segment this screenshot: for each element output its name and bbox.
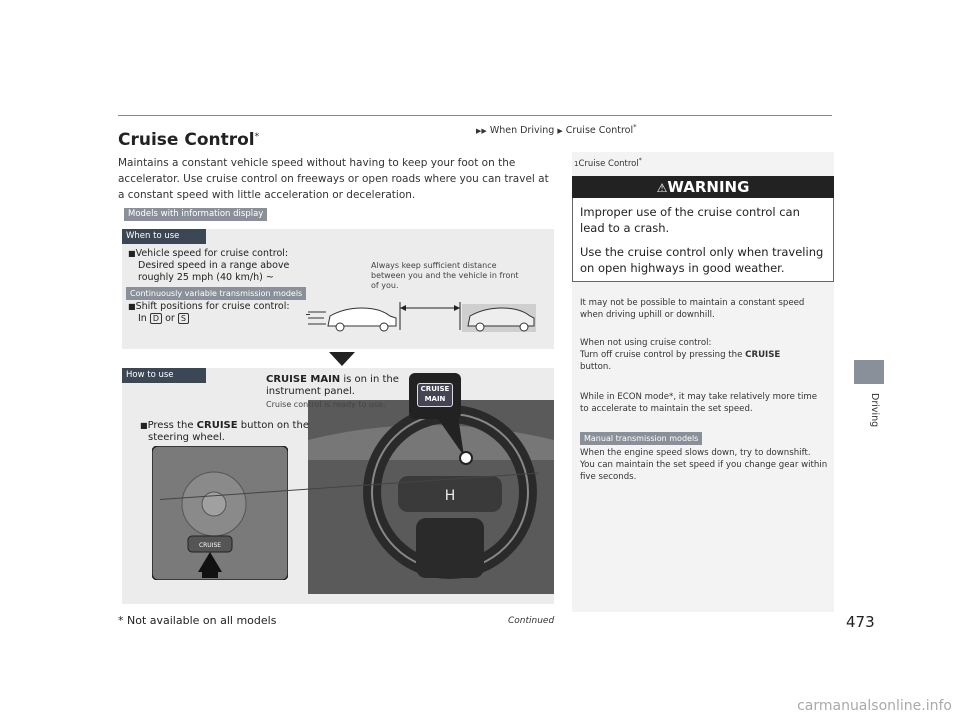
breadcrumb-arrow-icon: ▶▶	[476, 127, 487, 136]
sidebar-driving-label[interactable]: Driving	[869, 393, 880, 428]
breadcrumb-when-driving[interactable]: When Driving	[489, 125, 555, 137]
title-star: *	[254, 132, 260, 142]
bullet-square-icon: ■	[128, 302, 136, 311]
press-line2: steering wheel.	[148, 432, 225, 443]
warning-text	[580, 204, 828, 276]
reference-p1: It may not be possible to maintain a constant speed when driving uphill or downhill.	[580, 298, 805, 320]
models-info-display-tag: Models with information display	[124, 208, 267, 221]
press-bold: CRUISE	[196, 420, 238, 431]
reference-p2-line2-pre: Turn off cruise control by pressing the	[580, 350, 746, 360]
callout-pointer	[428, 416, 476, 466]
bullet2-or: or	[165, 313, 175, 324]
reference-p4-line1: When the engine speed slows down, try to downshift.	[580, 448, 811, 458]
section-tab	[854, 360, 884, 384]
warning-title: WARNING	[667, 178, 750, 196]
reference-p4-line2: You can maintain the set speed if you change gear within five seconds.	[580, 460, 828, 482]
warning-triangle-icon: ⚠	[656, 181, 668, 195]
bullet1-line1: Vehicle speed for cruise control:	[135, 248, 289, 259]
reference-p2-bold: CRUISE	[745, 350, 781, 360]
breadcrumb-star: *	[633, 123, 637, 131]
reference-p2-line1: When not using cruise control:	[580, 338, 712, 348]
bullet1-line2: Desired speed in a range above	[138, 260, 290, 271]
press-post: button on the	[237, 420, 309, 431]
intro-paragraph: Maintains a constant vehicle speed without having to keep your foot on the accelerator. Use cruise control on freeways or open roads where you can travel at a constant speed with little acceleration or deceleration.	[118, 157, 549, 201]
reference-title	[574, 157, 642, 169]
breadcrumb	[476, 123, 637, 136]
key-s: S	[178, 313, 189, 324]
warning-p1: Improper use of the cruise control can lead to a crash.	[580, 205, 800, 235]
warning-header	[572, 176, 834, 198]
cruise-main-indicator	[409, 373, 461, 419]
when-to-use-tag: When to use	[122, 229, 206, 244]
down-arrow-icon	[329, 352, 355, 366]
bullet2-in: In	[138, 313, 147, 324]
indicator-line1: CRUISE	[420, 385, 450, 393]
bullet-shift-positions	[128, 301, 290, 325]
key-d: D	[150, 313, 162, 324]
bullet-square-icon: ■	[140, 421, 148, 430]
page-title	[118, 130, 259, 150]
bullet2-line1: Shift positions for cruise control:	[135, 301, 290, 312]
cvt-models-tag: Continuously variable transmission models	[126, 287, 306, 300]
manual-transmission-tag: Manual transmission models	[580, 432, 702, 445]
cars-distance-illustration	[304, 296, 540, 336]
cruise-main-rest: is on in the	[340, 374, 399, 385]
warning-p2: Use the cruise control only when traveling on open highways in good weather.	[580, 245, 824, 275]
reference-title-text: Cruise Control	[578, 158, 639, 169]
own-car-icon	[328, 308, 396, 331]
reference-star: *	[638, 157, 642, 164]
front-car-icon	[462, 304, 536, 332]
bullet-square-icon: ■	[128, 249, 136, 258]
reference-p2-line3: button.	[580, 362, 612, 372]
footnote: * Not available on all models	[118, 614, 277, 627]
watermark: carmanualsonline.info	[797, 698, 952, 714]
cruise-button-label[interactable]: CRUISE	[198, 542, 222, 549]
header-divider	[118, 115, 832, 116]
how-to-use-tag: How to use	[122, 368, 206, 383]
bullet-vehicle-speed	[128, 248, 289, 284]
press-pre: Press the	[147, 420, 197, 431]
breadcrumb-arrow-icon: ▶	[557, 127, 563, 136]
press-cruise-instruction	[140, 420, 309, 444]
reference-p3: While in ECON mode*, it may take relatively more time to accelerate to maintain the set speed.	[580, 392, 818, 414]
bullet1-line3: roughly 25 mph (40 km/h) ~	[138, 272, 274, 283]
indicator-line2: MAIN	[424, 395, 446, 403]
reference-p4	[580, 447, 828, 483]
reference-marker-icon: 1	[574, 159, 579, 168]
honda-logo: H	[444, 488, 456, 504]
cruise-main-line2: instrument panel.	[266, 386, 355, 397]
cruise-main-bold: CRUISE MAIN	[266, 374, 341, 385]
page-number: 473	[846, 613, 875, 631]
continued-label: Continued	[508, 616, 555, 626]
cruise-main-note	[266, 374, 399, 410]
breadcrumb-cruise-control[interactable]: Cruise Control	[565, 125, 634, 137]
reference-p2	[580, 337, 828, 373]
distance-note: Always keep sufficient distance between you and the vehicle in front of you.	[371, 261, 519, 290]
cruise-ready-note: Cruise control is ready to use.	[266, 400, 386, 409]
page-title-text: Cruise Control	[118, 130, 255, 150]
